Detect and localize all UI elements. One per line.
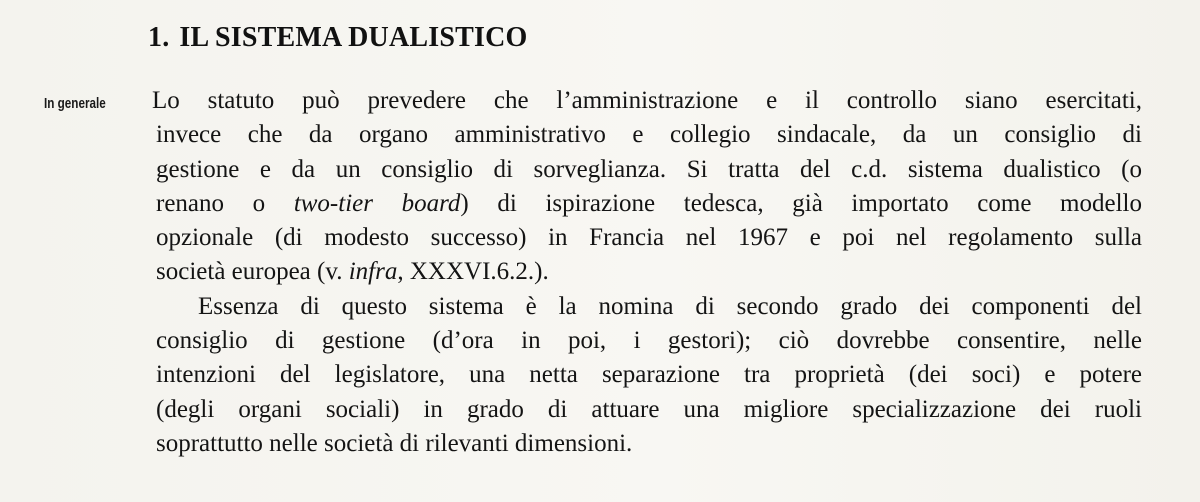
text-line: Essenza di questo sistema è la nomina di secondo grado dei componenti del — [198, 292, 1142, 320]
italic-term: infra — [348, 258, 398, 286]
italic-term: two-tier board — [293, 189, 461, 217]
margin-note: In generale — [44, 95, 106, 112]
text-line: consiglio di gestione (d’ora in poi, i gestori); ciò dovrebbe consentire, nelle — [156, 327, 1142, 355]
body-text — [152, 84, 1142, 461]
text-line: opzionale (di modesto successo) in Francia nel 1967 e poi nel regolamento sulla — [156, 224, 1142, 252]
section-number: 1. — [148, 22, 170, 53]
text-line: società europea (v. infra, XXXVI.6.2.). — [156, 258, 549, 286]
section-heading — [148, 22, 528, 54]
text-line: invece che da organo amministrativo e collegio sindacale, da un consiglio di — [156, 121, 1142, 149]
text-line: Lo statuto può prevedere che l’amministrazione e il controllo siano esercitati, — [152, 87, 1142, 114]
text-line: gestione e da un consiglio di sorveglianza. Si tratta del c.d. sistema dualistico (o — [156, 155, 1142, 183]
text-line: (degli organi sociali) in grado di attuare una migliore specializzazione dei ruoli — [156, 395, 1142, 423]
text-line: intenzioni del legislatore, una netta separazione tra proprietà (dei soci) e potere — [156, 361, 1142, 389]
text-line: soprattutto nelle società di rilevanti dimensioni. — [156, 429, 633, 457]
text-line: renano o two-tier board) di ispirazione tedesca, già importato come modello — [156, 189, 1142, 217]
section-title: IL SISTEMA DUALISTICO — [179, 22, 528, 53]
